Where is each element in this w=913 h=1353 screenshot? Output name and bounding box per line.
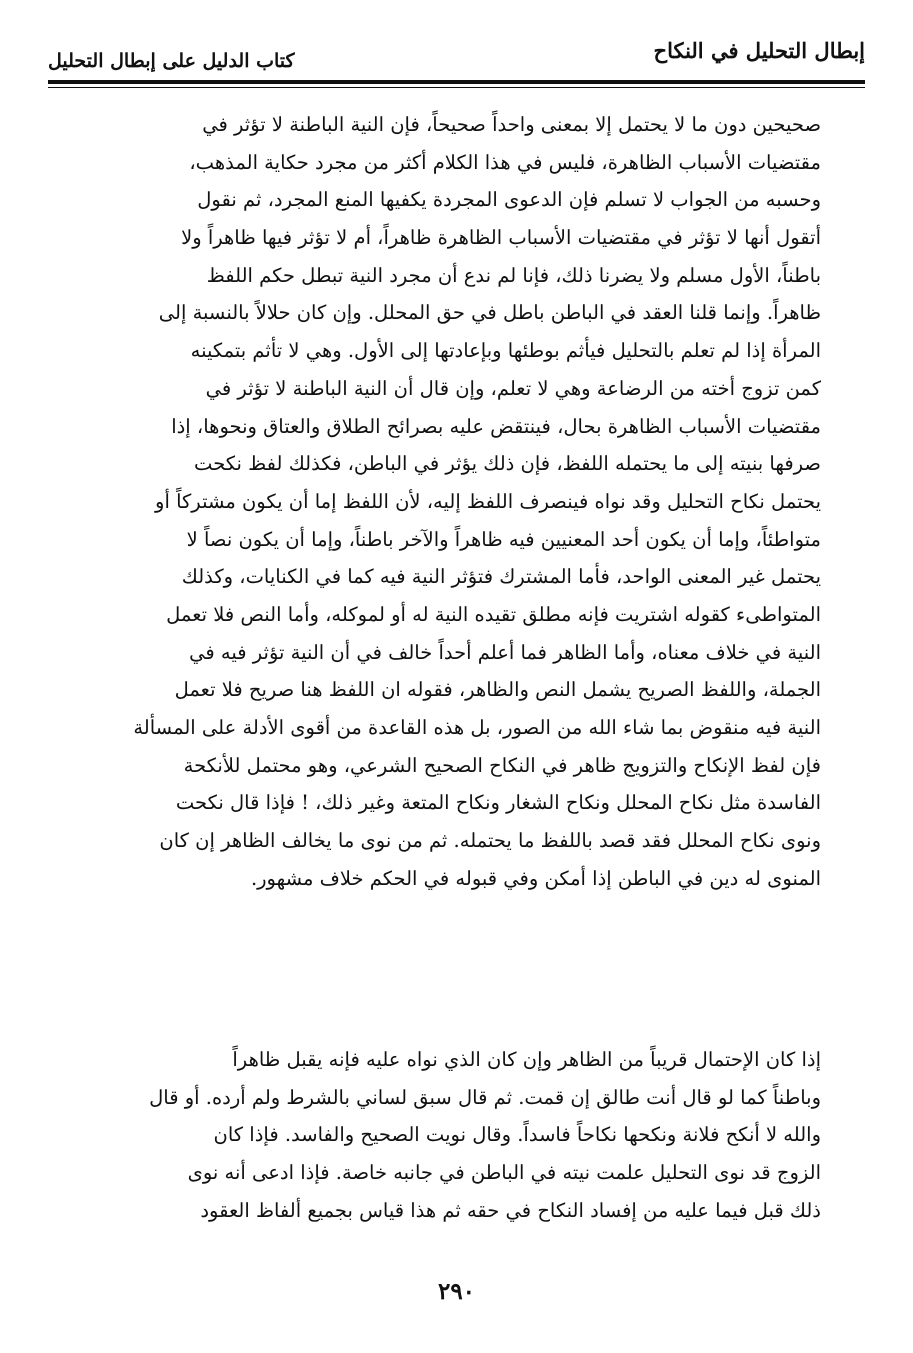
text-line: باطناً، الأول مسلم ولا يضرنا ذلك، فإنا لم ندع أن مجرد النية تبطل حكم اللفظ [206, 263, 821, 287]
text-line: المنوى له دين في الباطن إذا أمكن وفي قبوله في الحكم خلاف مشهور. [250, 866, 821, 890]
paragraph-2 [62, 1041, 821, 1229]
text-line: الزوج قد نوى التحليل علمت نيته في الباطن في جانبه خاصة. فإذا ادعى أنه نوى [187, 1161, 821, 1185]
text-line: وباطناً كما لو قال أنت طالق إن قمت. ثم قال سبق لساني بالشرط ولم أرده. أو قال [149, 1085, 821, 1109]
text-line: النية في خلاف معناه، وأما الظاهر فما أعلم أحداً خالف في أن النية تؤثر فيه في [189, 640, 821, 664]
text-line: وحسبه من الجواب لا تسلم فإن الدعوى المجردة يكفيها المنع المجرد، ثم نقول [197, 188, 821, 212]
text-line: مقتضيات الأسباب الظاهرة بحال، فينتقض عليه بصرائح الطلاق والعتاق ونحوها، إذا [171, 414, 821, 438]
text-line: إذا كان الإحتمال قريباً من الظاهر وإن كان الذي نواه عليه فإنه يقبل ظاهراً [232, 1048, 821, 1071]
header-rule-thick [48, 80, 865, 84]
running-header [48, 30, 865, 90]
text-line: مقتضيات الأسباب الظاهرة، فليس في هذا الكلام أكثر من مجرد حكاية المذهب، [189, 150, 821, 174]
text-line: ذلك قبل فيما عليه من إفساد النكاح في حقه ثم هذا قياس بجميع ألفاظ العقود [200, 1198, 821, 1222]
text-line: المتواطىء كقوله اشتريت فإنه مطلق تقيده النية له أو لموكله، وأما النص فلا تعمل [166, 602, 821, 626]
text-line: يحتمل نكاح التحليل وقد نواه فينصرف اللفظ إليه، لأن اللفظ إما أن يكون مشتركاً أو [155, 489, 821, 513]
paragraph-1 [62, 106, 821, 897]
text-line: يحتمل غير المعنى الواحد، فأما المشترك فتؤثر النية فيه كما في الكنايات، وكذلك [181, 565, 821, 589]
text-line: الفاسدة مثل نكاح المحلل ونكاح الشغار ونكاح المتعة وغير ذلك، ! فإذا قال نكحت [175, 791, 821, 815]
page-number: ٢٩٠ [437, 1278, 476, 1305]
text-line: والله لا أنكح فلانة ونكحها نكاحاً فاسداً. وقال نويت الصحيح والفاسد. فإذا كان [213, 1123, 821, 1147]
text-line: النية فيه منقوض بما شاء الله من الصور، بل هذه القاعدة من أقوى الأدلة على المسألة [133, 716, 821, 739]
text-line: المرأة إذا لم تعلم بالتحليل فيأثم بوطئها وبإعادتها إلى الأول. وهي لا تأثم بتمكينه [190, 339, 821, 363]
chapter-title: إبطال التحليل في النكاح [653, 38, 865, 63]
text-line: متواطئاً، وإما أن يكون أحد المعنيين فيه ظاهراً والآخر باطناً، وإما أن يكون نصاً لا [186, 527, 821, 551]
text-line: صرفها بنيته إلى ما يحتمله اللفظ، فإن ذلك يؤثر في الباطن، فكذلك لفظ نكحت [194, 452, 821, 476]
text-line: كمن تزوج أخته من الرضاعة وهي لا تعلم، وإن قال أن النية الباطنة لا تؤثر في [205, 376, 821, 400]
text-line: ظاهراً. وإنما قلنا العقد في الباطن باطل في حق المحلل. وإن كان حلالاً بالنسبة إلى [158, 301, 821, 325]
book-title: كتاب الدليل على إبطال التحليل [48, 50, 295, 72]
header-rule-thin [48, 87, 865, 88]
text-line: الجملة، واللفظ الصريح يشمل النص والظاهر، فقوله ان اللفظ هنا صريح فلا تعمل [174, 678, 821, 702]
text-line: فإن لفظ الإنكاح والتزويج ظاهر في النكاح الصحيح الشرعي، وهو محتمل للأنكحة [183, 753, 821, 777]
text-line: أتقول أنها لا تؤثر في مقتضيات الأسباب الظاهرة ظاهراً، أم لا تؤثر فيها ظاهراً ولا [181, 226, 821, 250]
text-line: صحيحين دون ما لا يحتمل إلا بمعنى واحداً صحيحاً، فإن النية الباطنة لا تؤثر في [202, 113, 821, 136]
text-line: ونوى نكاح المحلل فقد قصد باللفظ ما يحتمله. ثم من نوى ما يخالف الظاهر إن كان [159, 829, 821, 853]
